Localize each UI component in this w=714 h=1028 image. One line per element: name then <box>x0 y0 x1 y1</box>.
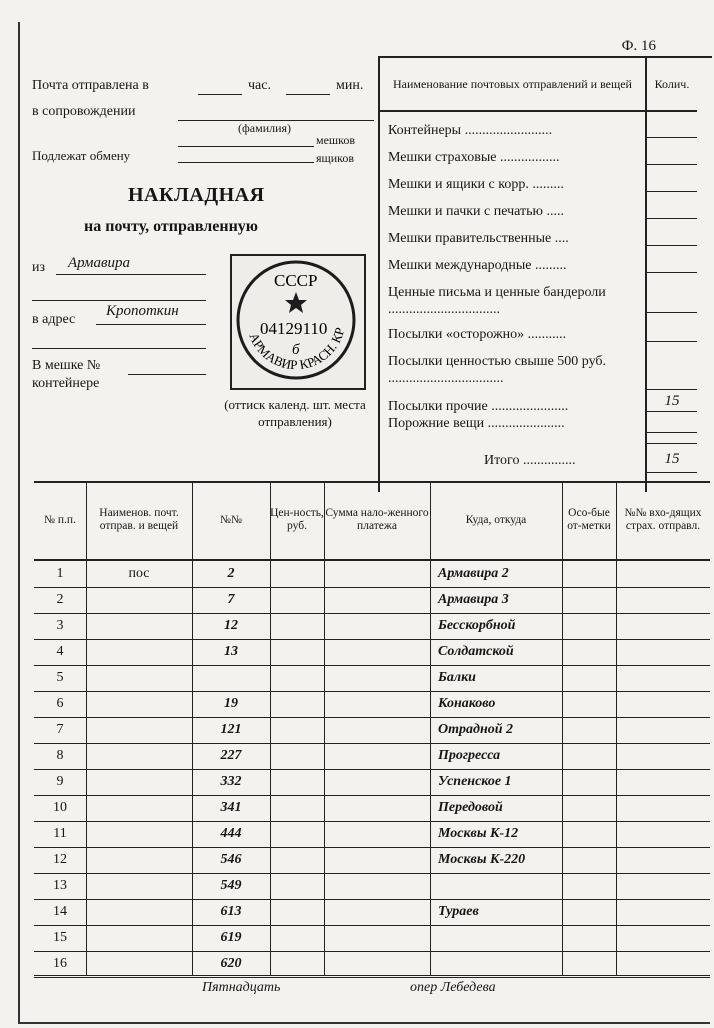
row-item-name <box>86 899 192 925</box>
row-item-name <box>86 769 192 795</box>
row-destination <box>438 873 562 899</box>
row-item-id: 549 <box>220 878 242 893</box>
row-number: 15 <box>53 930 67 945</box>
footer-count: Пятнадцать <box>202 980 281 995</box>
row-destination <box>438 925 562 951</box>
boxes-label: ящиков <box>316 151 355 165</box>
stamp-arc-text: АРМАВИР КРАСН. КР <box>246 327 347 373</box>
minutes-field[interactable] <box>286 94 330 95</box>
row-number: 2 <box>56 592 64 607</box>
item-valuable-parcels: Посылки ценностью свыше 500 руб. ................................. <box>388 354 607 386</box>
col-header-value: Цен-ность, руб. <box>270 507 324 532</box>
items-summary-panel <box>378 56 712 492</box>
escort-label: в сопровождении <box>32 104 136 119</box>
stamp-top-text: СССР <box>274 271 318 290</box>
row-item-id: 227 <box>220 748 242 763</box>
col-header-cod: Сумма нало-женного платежа <box>325 507 429 532</box>
col-header-notes: Осо-бые от-метки <box>567 507 611 532</box>
bag-number-field[interactable] <box>128 374 206 375</box>
qty-column <box>645 110 697 492</box>
items-table <box>34 481 710 1001</box>
row-number: 13 <box>53 878 67 893</box>
row-destination: Балки <box>438 670 476 685</box>
qty-cell[interactable] <box>647 245 697 273</box>
row-item-id: 613 <box>220 904 242 919</box>
col-header-name: Наименов. почт. отправ. и вещей <box>99 507 179 532</box>
row-destination: Москвы К-12 <box>438 826 519 841</box>
hours-label: час. <box>248 78 271 93</box>
row-number: 7 <box>56 722 64 737</box>
container-label: контейнере <box>32 376 100 391</box>
row-destination: Армавира 2 <box>438 566 509 581</box>
waybill-form <box>18 22 710 1024</box>
row-item-name <box>86 821 192 847</box>
to-label: в адрес <box>32 312 76 327</box>
item-bags-packs-print: Мешки и пачки с печатью ..... <box>388 204 564 219</box>
row-item-name <box>86 743 192 769</box>
row-item-id: 620 <box>220 956 242 971</box>
document-title: НАКЛАДНАЯ <box>128 184 265 206</box>
row-destination: Солдатской <box>438 644 514 659</box>
row-destination: Конаково <box>438 696 496 711</box>
row-destination: Отрадной 2 <box>438 722 514 737</box>
row-number: 1 <box>56 566 64 581</box>
qty-cell[interactable] <box>647 314 697 342</box>
row-item-name: пос <box>128 566 150 581</box>
item-other-parcels: Посылки прочие ...................... <box>388 399 569 414</box>
item-containers: Контейнеры ......................... <box>388 123 553 138</box>
bags-label: мешков <box>316 133 356 147</box>
row-number: 4 <box>56 644 64 659</box>
bags-field[interactable] <box>178 146 314 147</box>
row-destination: Успенское 1 <box>438 774 512 789</box>
col-header-number: № п.п. <box>44 513 76 526</box>
stamp-date: 04129110 <box>260 319 328 338</box>
row-item-id: 121 <box>220 722 242 737</box>
bag-number-label: В мешке № <box>32 358 101 373</box>
row-number: 16 <box>53 956 67 971</box>
form-number: Ф. 16 <box>621 38 656 54</box>
row-item-name <box>86 925 192 951</box>
col-header-destination: Куда, откуда <box>465 513 527 526</box>
document-subtitle: на почту, отправленную <box>84 218 259 235</box>
surname-hint: (фамилия) <box>238 121 292 135</box>
qty-cell[interactable] <box>647 164 697 192</box>
row-item-id: 19 <box>224 696 238 711</box>
row-number: 3 <box>56 618 64 633</box>
hours-field[interactable] <box>198 94 242 95</box>
col-header-incoming: №№ вхо-дящих страх. отправл. <box>624 507 702 532</box>
to-value: Кропоткин <box>106 303 179 319</box>
stamp-index: б <box>292 342 300 358</box>
row-item-name <box>86 717 192 743</box>
items-header-name: Наименование почтовых отправлений и вещей <box>380 58 645 112</box>
row-item-name <box>86 613 192 639</box>
row-destination: Прогресса <box>438 748 501 763</box>
row-item-name <box>86 951 192 977</box>
row-item-name <box>86 587 192 613</box>
row-number: 8 <box>56 748 64 763</box>
row-number: 5 <box>56 670 64 685</box>
row-destination: Тураев <box>438 904 479 919</box>
qty-cell[interactable] <box>647 218 697 246</box>
qty-cell[interactable] <box>647 341 697 390</box>
exchange-label: Подлежат обмену <box>32 148 131 163</box>
qty-cell[interactable] <box>647 191 697 219</box>
row-item-id: 13 <box>224 644 238 659</box>
row-item-id: 12 <box>224 618 238 633</box>
qty-cell-blank[interactable] <box>647 434 697 444</box>
row-number: 14 <box>53 904 67 919</box>
stamp-caption: (оттиск календ. шт. места отправления) <box>224 397 366 429</box>
from-extra-line <box>32 300 206 301</box>
row-number: 12 <box>53 852 67 867</box>
row-item-name <box>86 795 192 821</box>
from-value: Армавира <box>68 255 130 271</box>
item-empty-items: Порожние вещи ...................... <box>388 416 565 431</box>
row-destination <box>438 951 562 977</box>
row-item-id: 341 <box>220 800 242 815</box>
from-field[interactable] <box>56 274 206 275</box>
item-international-bags: Мешки международные ......... <box>388 258 567 273</box>
row-item-name <box>86 691 192 717</box>
postmark-stamp <box>232 256 360 384</box>
row-item-id: 332 <box>220 774 242 789</box>
col-header-ids: №№ <box>220 513 242 526</box>
qty-cell-other-parcels[interactable]: 15 <box>647 392 697 412</box>
row-number: 9 <box>56 774 64 789</box>
qty-cell[interactable] <box>647 110 697 138</box>
row-destination: Армавира 3 <box>438 592 509 607</box>
row-item-id <box>192 665 270 691</box>
row-item-name <box>86 873 192 899</box>
row-number: 6 <box>56 696 64 711</box>
boxes-field[interactable] <box>178 162 314 163</box>
row-item-id: 619 <box>220 930 242 945</box>
qty-cell[interactable] <box>647 137 697 165</box>
item-valuable-letters: Ценные письма и ценные бандероли ................................ <box>388 285 606 317</box>
row-number: 11 <box>53 826 67 841</box>
row-destination: Москвы К-220 <box>438 852 526 867</box>
qty-cell-total[interactable]: 15 <box>647 446 697 473</box>
item-fragile-parcels: Посылки «осторожно» ........... <box>388 327 567 342</box>
row-item-name <box>86 847 192 873</box>
from-label: из <box>32 260 46 275</box>
row-item-name <box>86 665 192 691</box>
item-bags-boxes: Мешки и ящики с корр. ......... <box>388 177 564 192</box>
item-government-bags: Мешки правительственные .... <box>388 231 569 246</box>
items-header-qty: Колич. <box>645 58 697 112</box>
sent-at-label: Почта отправлена в <box>32 78 149 93</box>
calendar-stamp-box <box>230 254 366 390</box>
minutes-label: мин. <box>336 78 364 93</box>
row-item-id: 546 <box>220 852 242 867</box>
row-destination: Бесскорбной <box>438 618 516 633</box>
to-extra-line <box>32 348 206 349</box>
star-icon <box>285 292 307 313</box>
item-insured-bags: Мешки страховые ................. <box>388 150 560 165</box>
to-field[interactable] <box>96 324 206 325</box>
total-label: Итого ............... <box>484 453 576 468</box>
row-item-name <box>86 639 192 665</box>
row-item-id: 7 <box>227 592 235 607</box>
footer-signature: опер Лебедева <box>410 980 496 995</box>
qty-cell[interactable] <box>647 272 697 313</box>
row-item-id: 444 <box>220 826 242 841</box>
row-destination: Передовой <box>438 800 503 815</box>
row-item-id: 2 <box>227 566 235 581</box>
qty-cell[interactable] <box>647 413 697 433</box>
row-number: 10 <box>53 800 67 815</box>
